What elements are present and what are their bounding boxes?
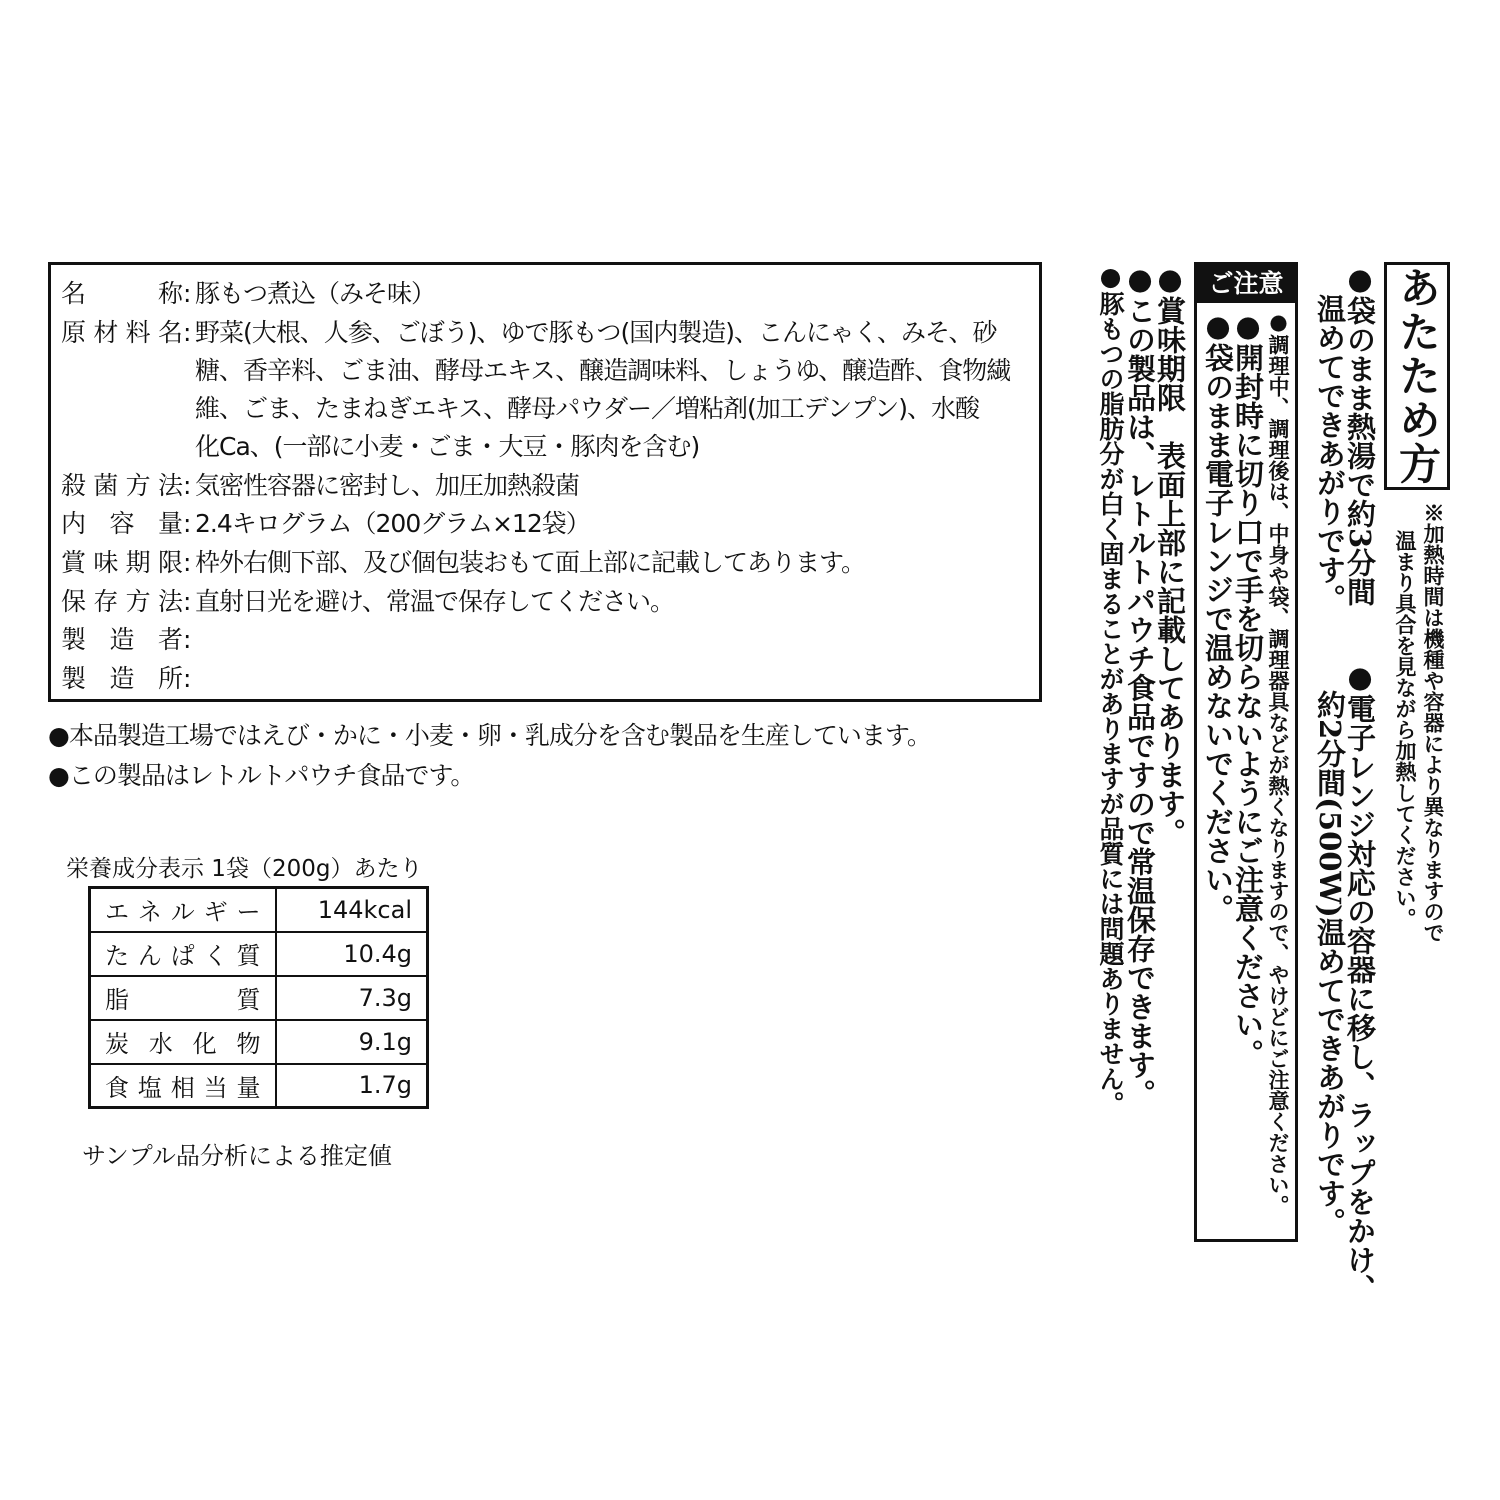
heating-note-line: ※加熱時間は機種や容器により異なりますので xyxy=(1421,502,1446,943)
info-row-ingredients: 原材料名 : 野菜(大根、人参、ごぼう)、ゆで豚もつ(国内製造)、こんにゃく、みそ、砂 糖、香辛料、ごま油、酵母エキス、醸造調味料、しょうゆ、醸造酢、食物繊 維、ごま、たまねぎエキス、酵母パウダー／増粘剤(加工デンプン)、水酸 化Ca、(一部に小麦・ごま・大豆・豚肉を含む) xyxy=(61,314,1010,466)
side-note-retort: ●この製品は、レトルトパウチ食品ですので常温保存できます。 xyxy=(1123,262,1157,1108)
heating-microwave-line: ●電子レンジ対応の容器に移し、ラップをかけ、 xyxy=(1343,660,1377,1303)
table-row: たんぱく質 10.4g xyxy=(90,932,428,976)
caution-item: ●袋のまま電子レンジで温めないでください。 xyxy=(1201,309,1235,923)
ingredients-line: 化Ca、(一部に小麦・ごま・大豆・豚肉を含む) xyxy=(195,432,700,461)
table-row: 炭水化物 9.1g xyxy=(90,1020,428,1064)
ingredients-line: 維、ごま、たまねぎエキス、酵母パウダー／増粘剤(加工デンプン)、水酸 xyxy=(195,394,980,423)
ingredients-line: 糖、香辛料、ごま油、酵母エキス、醸造調味料、しょうゆ、醸造酢、食物繊 xyxy=(195,356,1011,385)
heating-title-box xyxy=(1384,262,1450,490)
table-row: エネルギー 144kcal xyxy=(90,888,428,932)
heating-boil-line: 温めてできあがりです。 xyxy=(1313,294,1347,613)
allergen-notice: ●本品製造工場ではえび・かに・小麦・卵・乳成分を含む製品を生産しています。 xyxy=(48,721,931,750)
caution-box xyxy=(1194,262,1298,1242)
nutrition-table xyxy=(88,886,429,1109)
heating-boil-line: ●袋のまま熱湯で約3分間 xyxy=(1343,262,1377,607)
info-row-factory: 製造所 : xyxy=(61,664,192,693)
caution-title: ご注意 xyxy=(1197,265,1295,303)
table-row: 食塩相当量 1.7g xyxy=(90,1064,428,1108)
info-row-contents: 内容量 : 2.4キログラム（200グラム×12袋） xyxy=(61,509,590,538)
info-row-best-before: 賞味期限 : 枠外右側下部、及び個包装おもて面上部に記載してあります。 xyxy=(61,548,866,577)
info-row-manufacturer: 製造者 : xyxy=(61,625,192,654)
heating-microwave-line: 約2分間(500W)温めてできあがりです。 xyxy=(1313,690,1347,1237)
info-row-name: 名 称 : 豚もつ煮込（みそ味） xyxy=(61,279,436,308)
nutrition-title: 栄養成分表示 1袋（200g）あたり xyxy=(66,856,423,882)
heating-note-line: 温まり具合を見ながら加熱してください。 xyxy=(1393,530,1418,929)
heating-title: あたため方 xyxy=(1393,266,1442,486)
caution-item: ●開封時に切り口で手を切らないようにご注意ください。 xyxy=(1231,309,1265,1068)
ingredients-line: 野菜(大根、人参、ごぼう)、ゆで豚もつ(国内製造)、こんにゃく、みそ、砂 xyxy=(195,318,997,347)
side-note-fat: ●豚もつの脂肪分が白く固まることがありますが品質には問題ありません。 xyxy=(1096,262,1125,1116)
info-row-sterilization: 殺菌方法 : 気密性容器に密封し、加圧加熱殺菌 xyxy=(61,471,580,500)
info-row-storage: 保存方法 : 直射日光を避け、常温で保存してください。 xyxy=(61,587,675,616)
side-note-best-before: ●賞味期限 表面上部に記載してあります。 xyxy=(1153,262,1187,847)
table-row: 脂質 7.3g xyxy=(90,976,428,1020)
retort-notice: ●この製品はレトルトパウチ食品です。 xyxy=(48,761,475,790)
caution-item: ●調理中、調理後は、中身や袋、調理器具などが熱くなりますので、やけどにご注意ください。 xyxy=(1266,309,1291,1216)
nutrition-note: サンプル品分析による推定値 xyxy=(82,1142,392,1170)
product-info-box xyxy=(48,262,1042,702)
